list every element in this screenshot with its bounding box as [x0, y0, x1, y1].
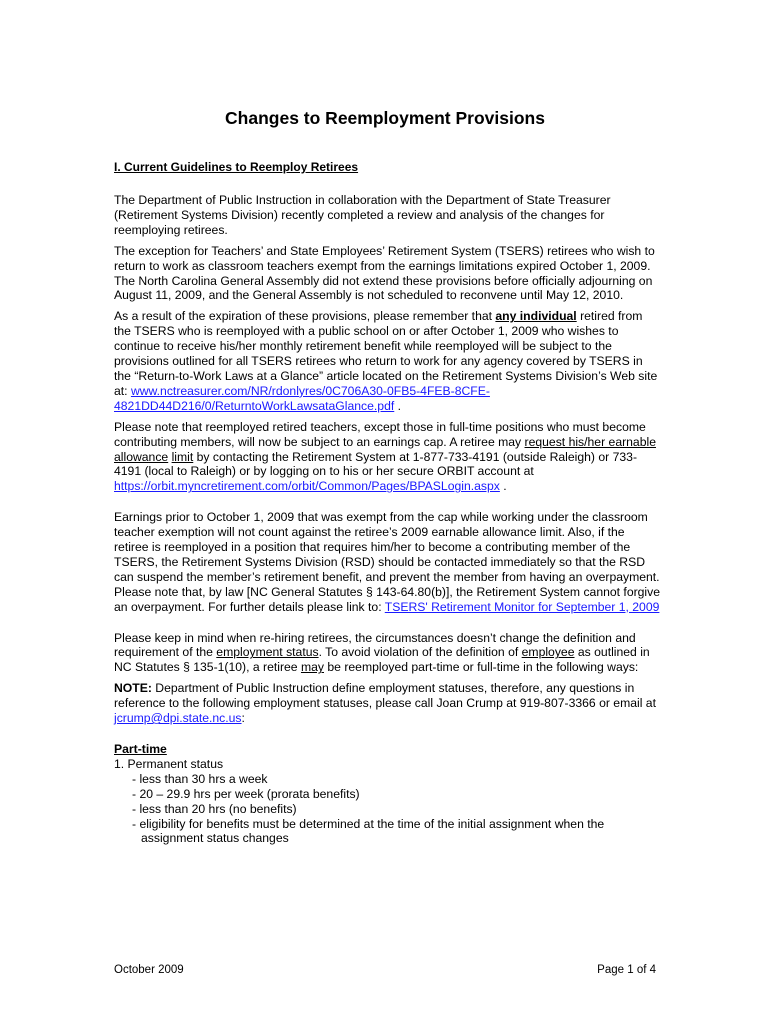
list-item: - eligibility for benefits must be determined at the time of the initial assignment when the [132, 816, 605, 831]
footer-page-number: Page 1 of 4 [597, 964, 656, 976]
text: Please note that reemployed retired teachers, except those in full-time positions who must become contributing members, will now be subject to an earnings cap. A retiree may [114, 419, 646, 449]
parttime-heading: Part-time [114, 742, 167, 756]
paragraph-1: The Department of Public Instruction in collaboration with the Department of State Treasurer (Retirement Systems Division) recently completed a review and analysis of the changes for reemploying retirees. [114, 193, 611, 237]
email-link[interactable]: jcrump@dpi.state.nc.us [114, 711, 242, 726]
list-item: - 20 – 29.9 hrs per week (prorata benefits) [132, 786, 360, 801]
text: . [499, 479, 507, 494]
paragraph-4 [114, 420, 662, 495]
emphasis-any-individual: any individual [495, 309, 577, 324]
text: Department of Public Instruction define employment statuses, therefore, any questions in reference to the following employment statuses, please call Joan Crump at 919-807-3366 or email at [114, 681, 656, 711]
text: be reemployed part-time or full-time in the following ways: [324, 660, 639, 675]
orbit-login-link[interactable]: https://orbit.myncretirement.com/orbit/Common/Pages/BPASLogin.aspx [114, 479, 500, 494]
list-item: 1. Permanent status [114, 756, 224, 771]
text: : [241, 711, 245, 726]
underlined-request: request his/her earnable allowance [114, 434, 656, 464]
text: As a result of the expiration of these provisions, please remember that [114, 309, 496, 324]
page-title: Changes to Reemployment Provisions [225, 108, 545, 128]
list-item: - less than 20 hrs (no benefits) [132, 801, 297, 816]
parttime-section [114, 742, 662, 846]
underlined-employment-status: employment status [216, 645, 319, 660]
text: . [394, 398, 402, 413]
paragraph-3 [114, 309, 662, 413]
note-label: NOTE: [114, 681, 152, 696]
list-item: - less than 30 hrs a week [132, 771, 268, 786]
paragraph-5 [114, 510, 662, 614]
text: as outlined in NC Statutes § 135-1(10), a retiree [114, 645, 650, 675]
paragraph-2: The exception for Teachers’ and State Employees’ Retirement System (TSERS) retirees who wish to return to work as classroom teachers exempt from the earnings limitations expired October 1, 2009. The North Carolina General Assembly did not extend these provisions before officially adjourning on August 11, 2009, and the General Assembly is not scheduled to reconvene until May 12, 2010. [114, 243, 655, 303]
document-body [114, 193, 662, 846]
paragraph-6 [114, 631, 662, 676]
text: by contacting the Retirement System at 1-877-733-4191 (outside Raleigh) or 733-4191 (local to Raleigh) or by logging on to his or her secure ORBIT account at [114, 449, 637, 479]
underlined-employee: employee [521, 645, 575, 660]
section-heading: I. Current Guidelines to Reemploy Retirees [114, 160, 359, 174]
return-to-work-link[interactable]: www.nctreasurer.com/NR/rdonlyres/0C706A30-0FB5-4FEB-8CFE-4821DD44D216/0/ReturntoWorkLawsataGlance.pdf [114, 383, 490, 413]
underlined-limit: limit [171, 449, 194, 464]
footer-date: October 2009 [114, 964, 184, 976]
text: Earnings prior to October 1, 2009 that was exempt from the cap while working under the classroom teacher exemption will not count against the retiree’s 2009 earnable allowance limit. Also, if the retiree is reemployed in a position that requires him/her to become a contributing member of the TSERS, the Retirement Systems Division (RSD) should be contacted immediately so that the RSD can suspend the member’s retirement benefit, and prevent the member from having an overpayment. Please note that, by law [NC General Statutes § 143-64.80(b)], the Retirement System cannot forgive an overpayment. For further details please link to: [114, 510, 661, 614]
note-paragraph [114, 681, 662, 726]
list-item-continuation: assignment status changes [141, 831, 289, 846]
text: Please keep in mind when re-hiring retirees, the circumstances doesn’t change the definition and requirement of the [114, 630, 636, 660]
text: retired from the TSERS who is reemployed with a public school on or after October 1, 2009 who wishes to continue to receive his/her monthly retirement benefit while reemployed will be subject to the provisions outlined for all TSERS retirees who return to work for any agency covered by TSERS in the “Return-to-Work Laws at a Glance” article located on the Retirement Systems Division’s Web site at: [114, 309, 658, 398]
underlined-may: may [300, 660, 324, 675]
text: . To avoid violation of the definition of [318, 645, 522, 660]
retirement-monitor-link[interactable]: TSERS' Retirement Monitor for September 1, 2009 [384, 599, 660, 614]
